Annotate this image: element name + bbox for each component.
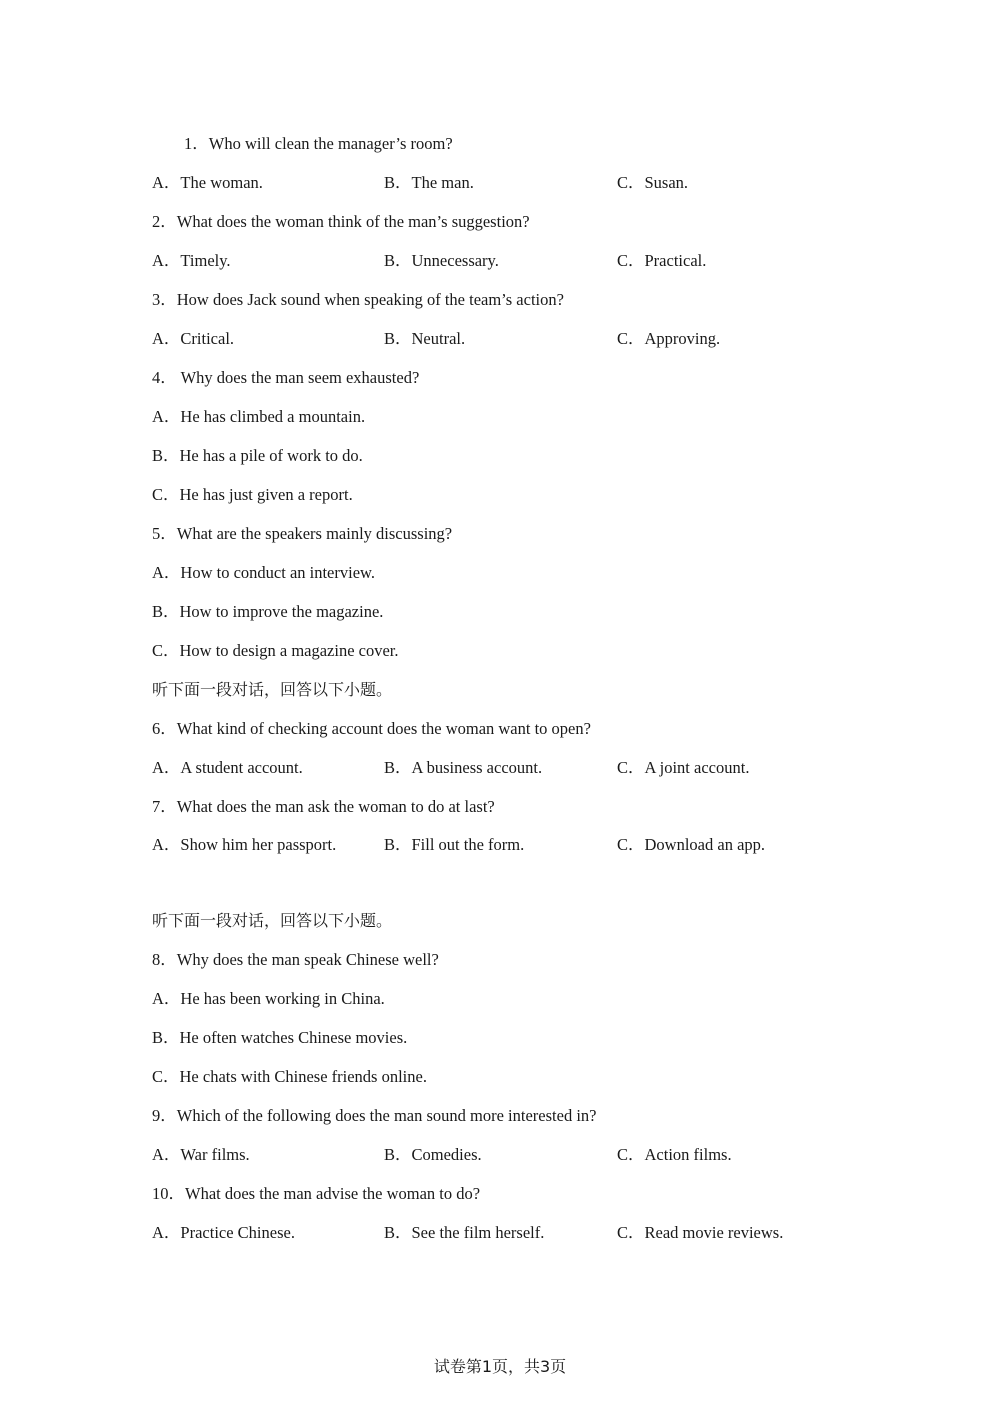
question-4-option-a: A．He has climbed a mountain. (152, 407, 366, 426)
question-3-option-c: C．Approving. (617, 329, 721, 348)
question-10-option-c: C．Read movie reviews. (617, 1223, 784, 1242)
section-instruction-1: 听下面一段对话，回答以下小题。 (152, 680, 393, 699)
question-10-option-a: A．Practice Chinese. (152, 1223, 295, 1242)
question-6-option-b: B．A business account. (384, 758, 543, 777)
question-6: 6．What kind of checking account does the woman want to open? (152, 719, 591, 738)
question-9-option-c: C．Action films. (617, 1145, 732, 1164)
question-2-option-b: B．Unnecessary. (384, 251, 499, 270)
question-5-option-a: A．How to conduct an interview. (152, 563, 375, 582)
question-1-option-a: A．The woman. (152, 173, 263, 192)
question-5-option-c: C．How to design a magazine cover. (152, 641, 399, 660)
question-7-option-c: C．Download an app. (617, 835, 766, 854)
question-10-option-b: B．See the film herself. (384, 1223, 545, 1242)
question-6-option-a: A．A student account. (152, 758, 303, 777)
question-8: 8．Why does the man speak Chinese well? (152, 950, 439, 969)
question-1: 1．Who will clean the manager’s room? (184, 134, 453, 153)
question-2-option-c: C．Practical. (617, 251, 707, 270)
question-2-option-a: A．Timely. (152, 251, 231, 270)
question-5-option-b: B．How to improve the magazine. (152, 602, 384, 621)
question-4-option-b: B．He has a pile of work to do. (152, 446, 363, 465)
question-3: 3．How does Jack sound when speaking of the team’s action? (152, 290, 564, 309)
question-3-option-a: A．Critical. (152, 329, 235, 348)
question-8-option-b: B．He often watches Chinese movies. (152, 1028, 408, 1047)
question-7-option-b: B．Fill out the form. (384, 835, 525, 854)
question-9-option-a: A．War films. (152, 1145, 250, 1164)
question-8-option-c: C．He chats with Chinese friends online. (152, 1067, 427, 1086)
question-4: 4． Why does the man seem exhausted? (152, 368, 420, 387)
question-3-option-b: B．Neutral. (384, 329, 466, 348)
question-1-option-c: C．Susan. (617, 173, 689, 192)
question-9: 9．Which of the following does the man sound more interested in? (152, 1106, 597, 1125)
question-4-option-c: C．He has just given a report. (152, 485, 353, 504)
question-8-option-a: A．He has been working in China. (152, 989, 385, 1008)
question-5: 5．What are the speakers mainly discussing? (152, 524, 453, 543)
question-9-option-b: B．Comedies. (384, 1145, 482, 1164)
question-1-option-b: B．The man. (384, 173, 474, 192)
question-10: 10．What does the man advise the woman to do? (152, 1184, 481, 1203)
question-7-option-a: A．Show him her passport. (152, 835, 337, 854)
question-2: 2．What does the woman think of the man’s suggestion? (152, 212, 530, 231)
section-instruction-2: 听下面一段对话，回答以下小题。 (152, 911, 393, 930)
question-7: 7．What does the man ask the woman to do at last? (152, 797, 495, 816)
page-footer: 试卷第1页，共3页 (433, 1357, 567, 1376)
question-6-option-c: C．A joint account. (617, 758, 750, 777)
